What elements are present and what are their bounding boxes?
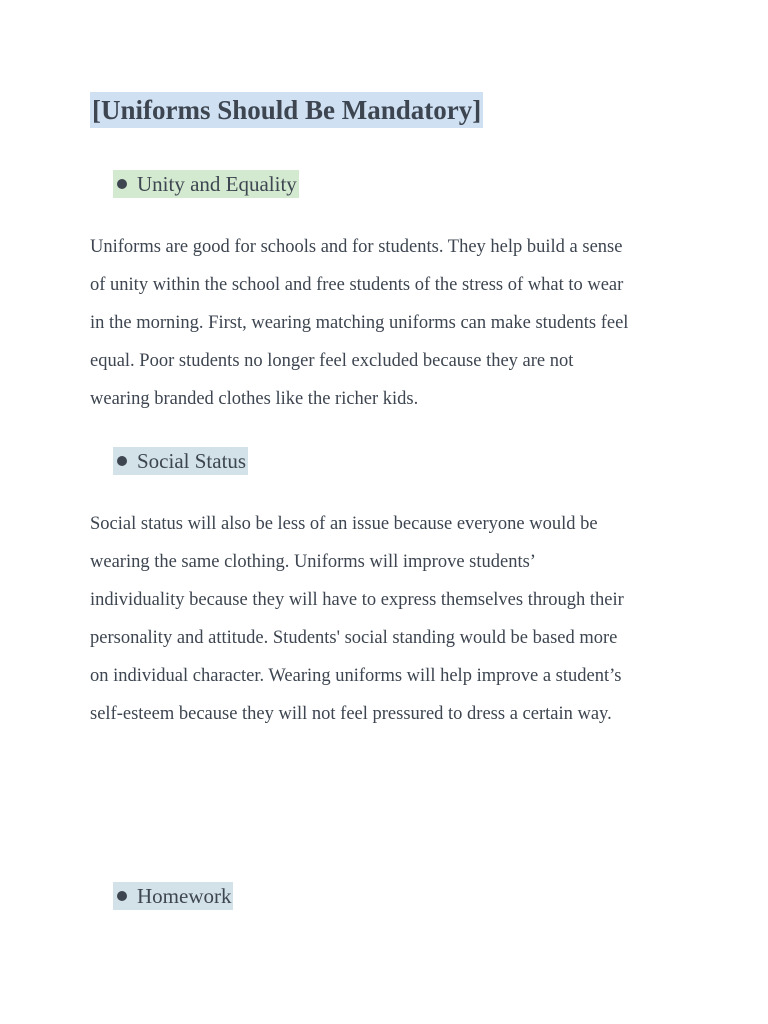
paragraph-line: Social status will also be less of an issue because everyone would be — [90, 514, 598, 534]
bullet-icon — [117, 891, 127, 901]
section-heading-homework — [113, 882, 233, 910]
paragraph-unity-and-equality — [90, 228, 690, 418]
document-title: [Uniforms Should Be Mandatory] — [90, 92, 483, 128]
paragraph-line: individuality because they will have to express themselves through their — [90, 590, 624, 610]
paragraph-line: wearing the same clothing. Uniforms will improve students’ — [90, 552, 536, 572]
section-heading-social-status — [113, 447, 248, 475]
section-heading-label: Unity and Equality — [137, 172, 297, 196]
bullet-icon — [117, 456, 127, 466]
paragraph-line: self-esteem because they will not feel pressured to dress a certain way. — [90, 704, 612, 724]
section-heading-unity-and-equality — [113, 170, 299, 198]
section-heading-label: Homework — [137, 884, 232, 908]
paragraph-line: wearing branded clothes like the richer kids. — [90, 389, 419, 409]
paragraph-line: Uniforms are good for schools and for students. They help build a sense — [90, 237, 623, 257]
paragraph-line: equal. Poor students no longer feel excluded because they are not — [90, 351, 574, 371]
section-heading-label: Social Status — [137, 449, 247, 473]
bullet-icon — [117, 179, 127, 189]
paragraph-line: personality and attitude. Students' social standing would be based more — [90, 628, 618, 648]
paragraph-line: on individual character. Wearing uniforms will help improve a student’s — [90, 666, 622, 686]
paragraph-line: of unity within the school and free students of the stress of what to wear — [90, 275, 624, 295]
paragraph-social-status — [90, 505, 690, 733]
paragraph-line: in the morning. First, wearing matching uniforms can make students feel — [90, 313, 629, 333]
